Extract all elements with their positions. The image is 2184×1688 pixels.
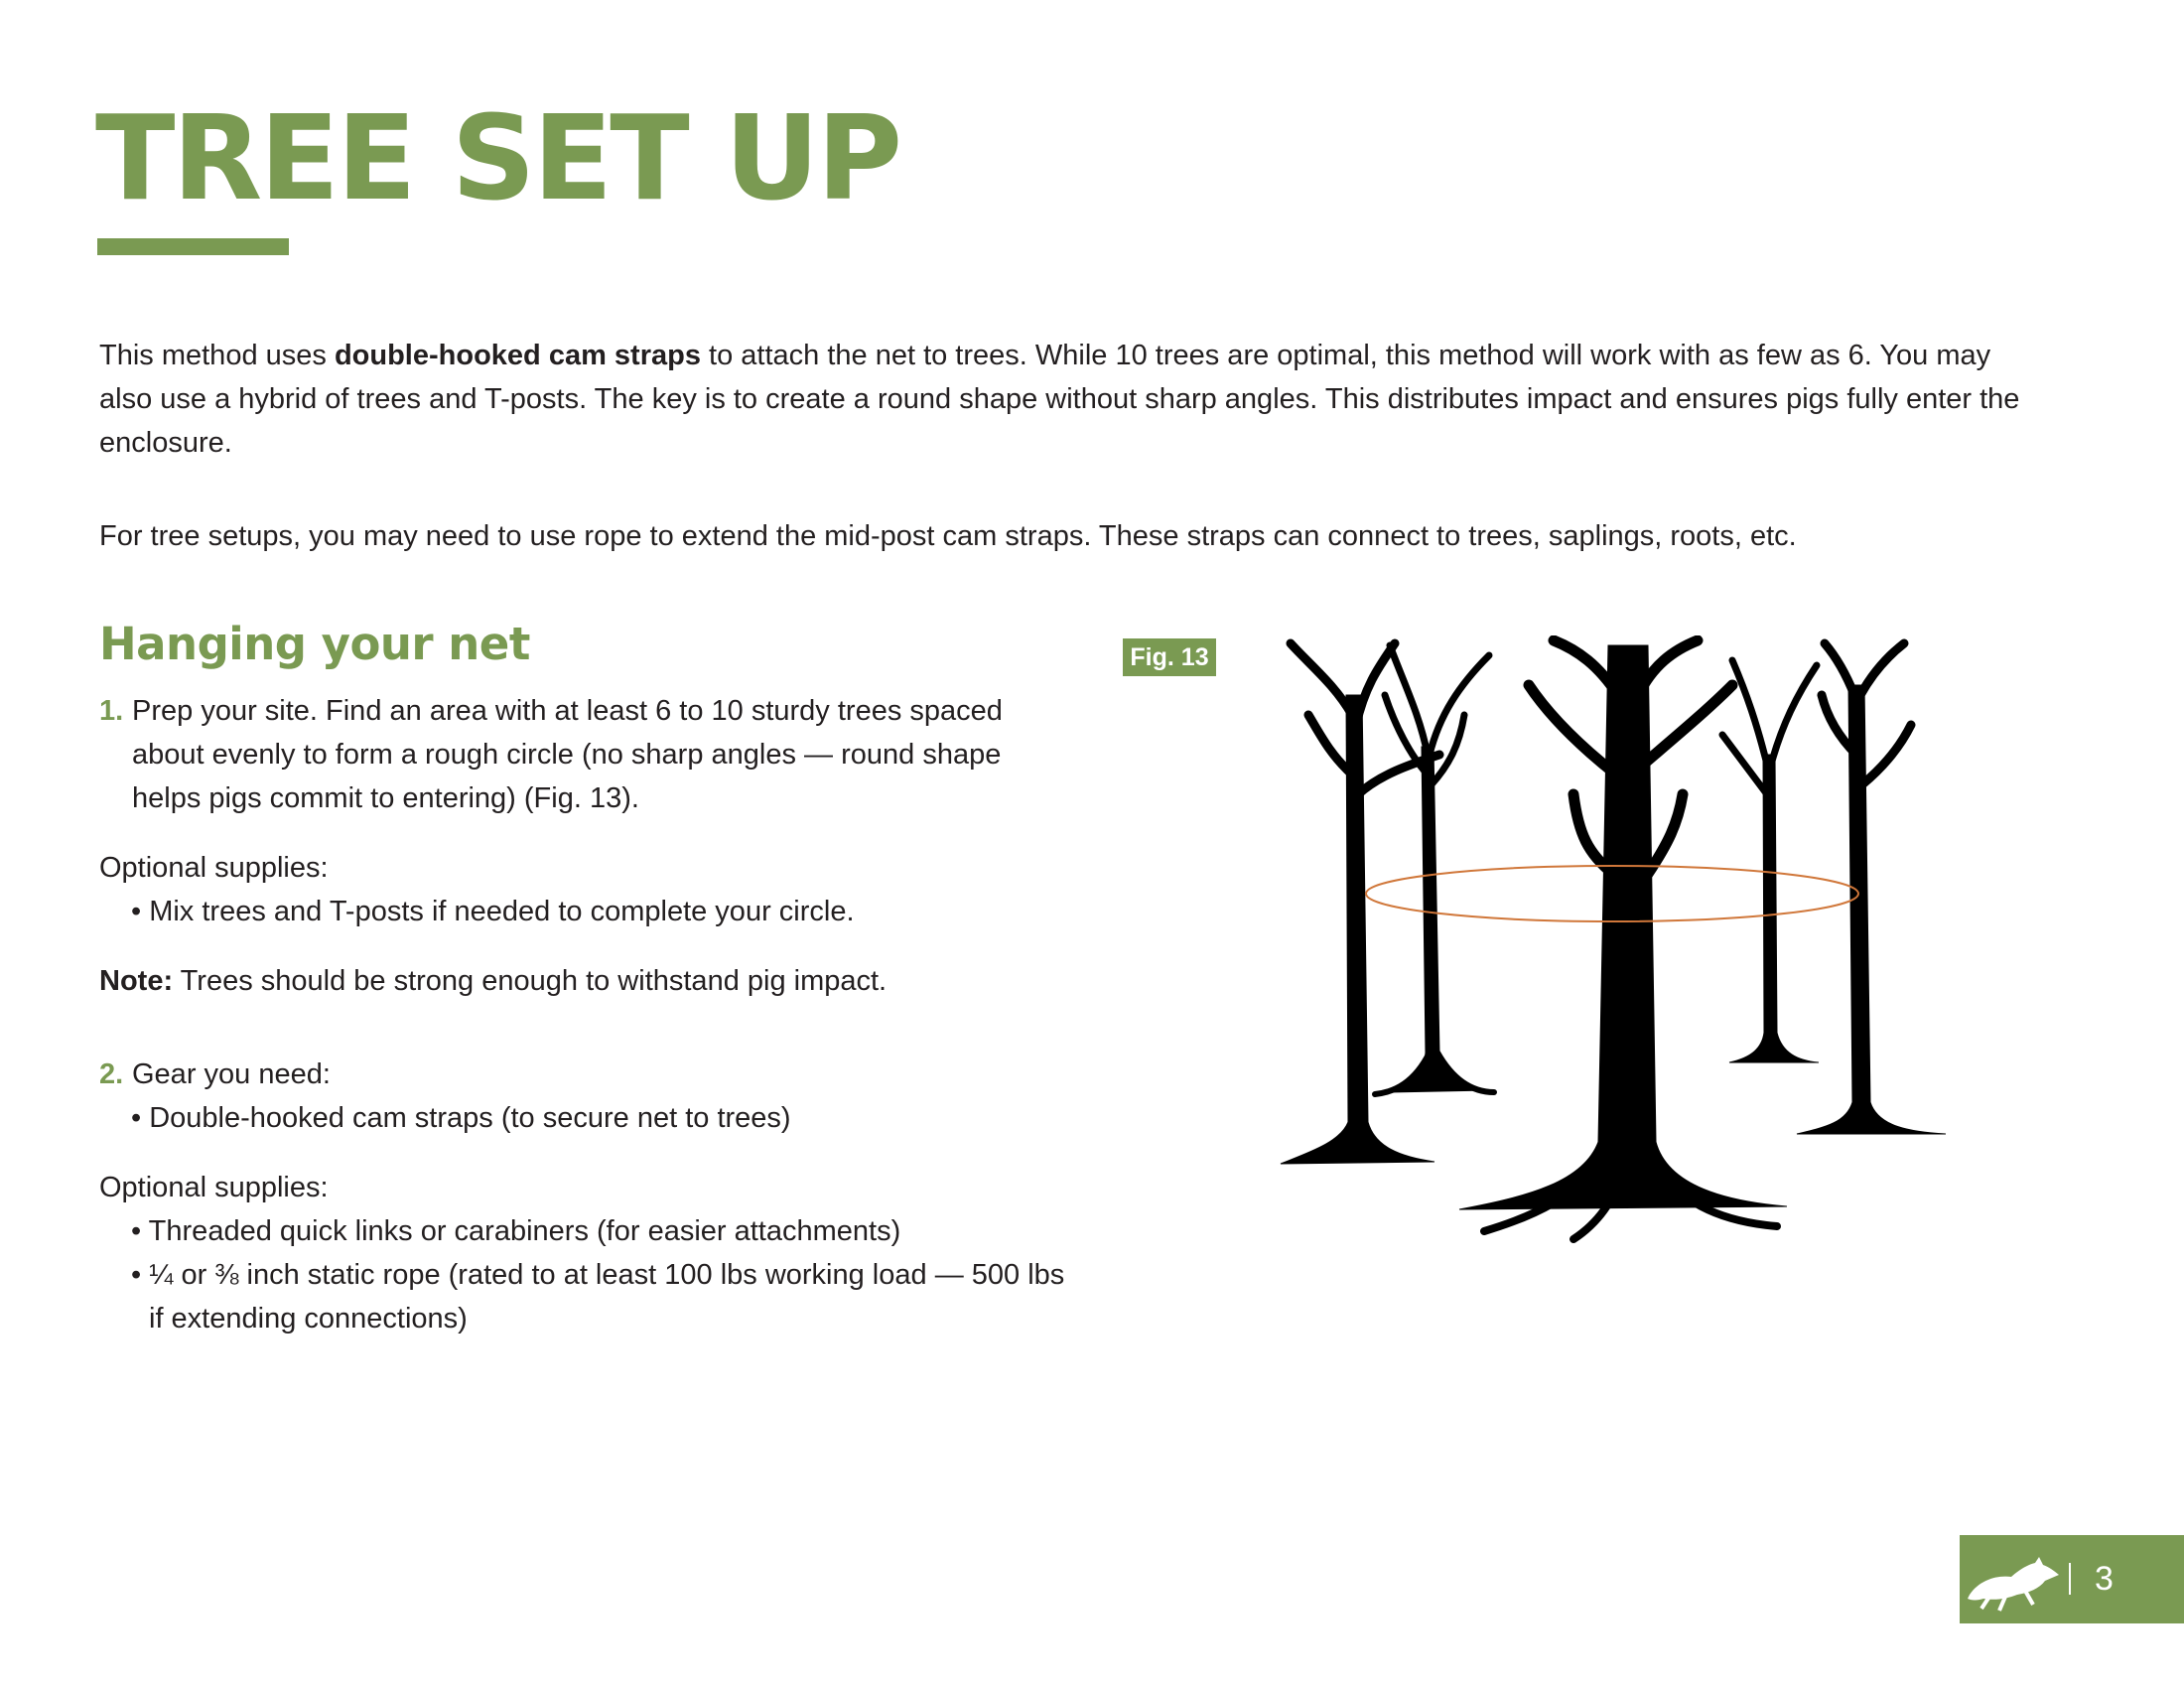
note-text: Trees should be strong enough to withstand pig impact. <box>173 965 887 997</box>
intro-bold-term: double-hooked cam straps <box>334 340 701 371</box>
tree-trunk <box>1390 747 1489 1092</box>
step-2-number: 2. <box>99 1058 124 1090</box>
tree-trunk <box>1729 755 1819 1062</box>
title-underline <box>97 238 289 255</box>
tree-illustration-trees <box>1281 640 1946 1239</box>
step-2-gear-item: • Double-hooked cam straps (to secure net to trees) <box>131 1102 791 1134</box>
running-pig-icon <box>1960 1535 2069 1623</box>
step-1-text: Prep your site. Find an area with at least 6 to 10 sturdy trees spaced about evenly to form a rough circle (no sharp angles — round shape helps pigs commit to entering) (Fig. 13). <box>132 695 1003 814</box>
step-2-optional-item: • ¼ or ⅜ inch static rope (rated to at least 100 lbs working load — 500 lbs if extending connections) <box>131 1259 1065 1335</box>
intro-text-end: to attach the net to trees. While 10 trees are optimal, this method will work with as few as 6. You may also use a hybrid of trees and T-posts. The key is to create a round shape without sharp angles. This distributes impact and ensures pigs fully enter the enclosure. <box>99 340 2020 459</box>
page-number: 3 <box>2095 1560 2114 1598</box>
tree-branches <box>1385 645 1489 784</box>
step-1-note <box>99 959 1072 1003</box>
footer-separator <box>2069 1563 2071 1595</box>
page-title: TREE SET UP <box>95 89 900 226</box>
figure-label: Fig. 13 <box>1123 638 1216 676</box>
step-2 <box>99 1053 1072 1096</box>
tree-circle-illustration <box>1261 635 1956 1251</box>
step-2-text: Gear you need: <box>132 1058 331 1090</box>
note-label: Note: <box>99 965 174 997</box>
tree-trunk <box>1459 645 1787 1209</box>
step-1-optional-item: • Mix trees and T-posts if needed to complete your circle. <box>131 896 855 927</box>
tree-setup-paragraph: For tree setups, you may need to use rope to extend the mid-post cam straps. These straps can connect to trees, saplings, roots, etc. <box>99 520 1797 552</box>
step-1-optional-label: Optional supplies: <box>99 852 329 884</box>
instructions-column <box>99 689 1072 1340</box>
step-2-optional-label: Optional supplies: <box>99 1172 329 1203</box>
tree-branches <box>1822 643 1911 784</box>
step-2-optional-item: • Threaded quick links or carabiners (for easier attachments) <box>131 1215 901 1247</box>
section-heading: Hanging your net <box>99 618 530 670</box>
intro-text-start: This method uses <box>99 340 335 371</box>
intro-paragraph <box>99 334 2045 465</box>
step-1-number: 1. <box>99 695 124 727</box>
step-1 <box>99 689 1072 820</box>
footer-page-badge <box>1960 1535 2184 1623</box>
